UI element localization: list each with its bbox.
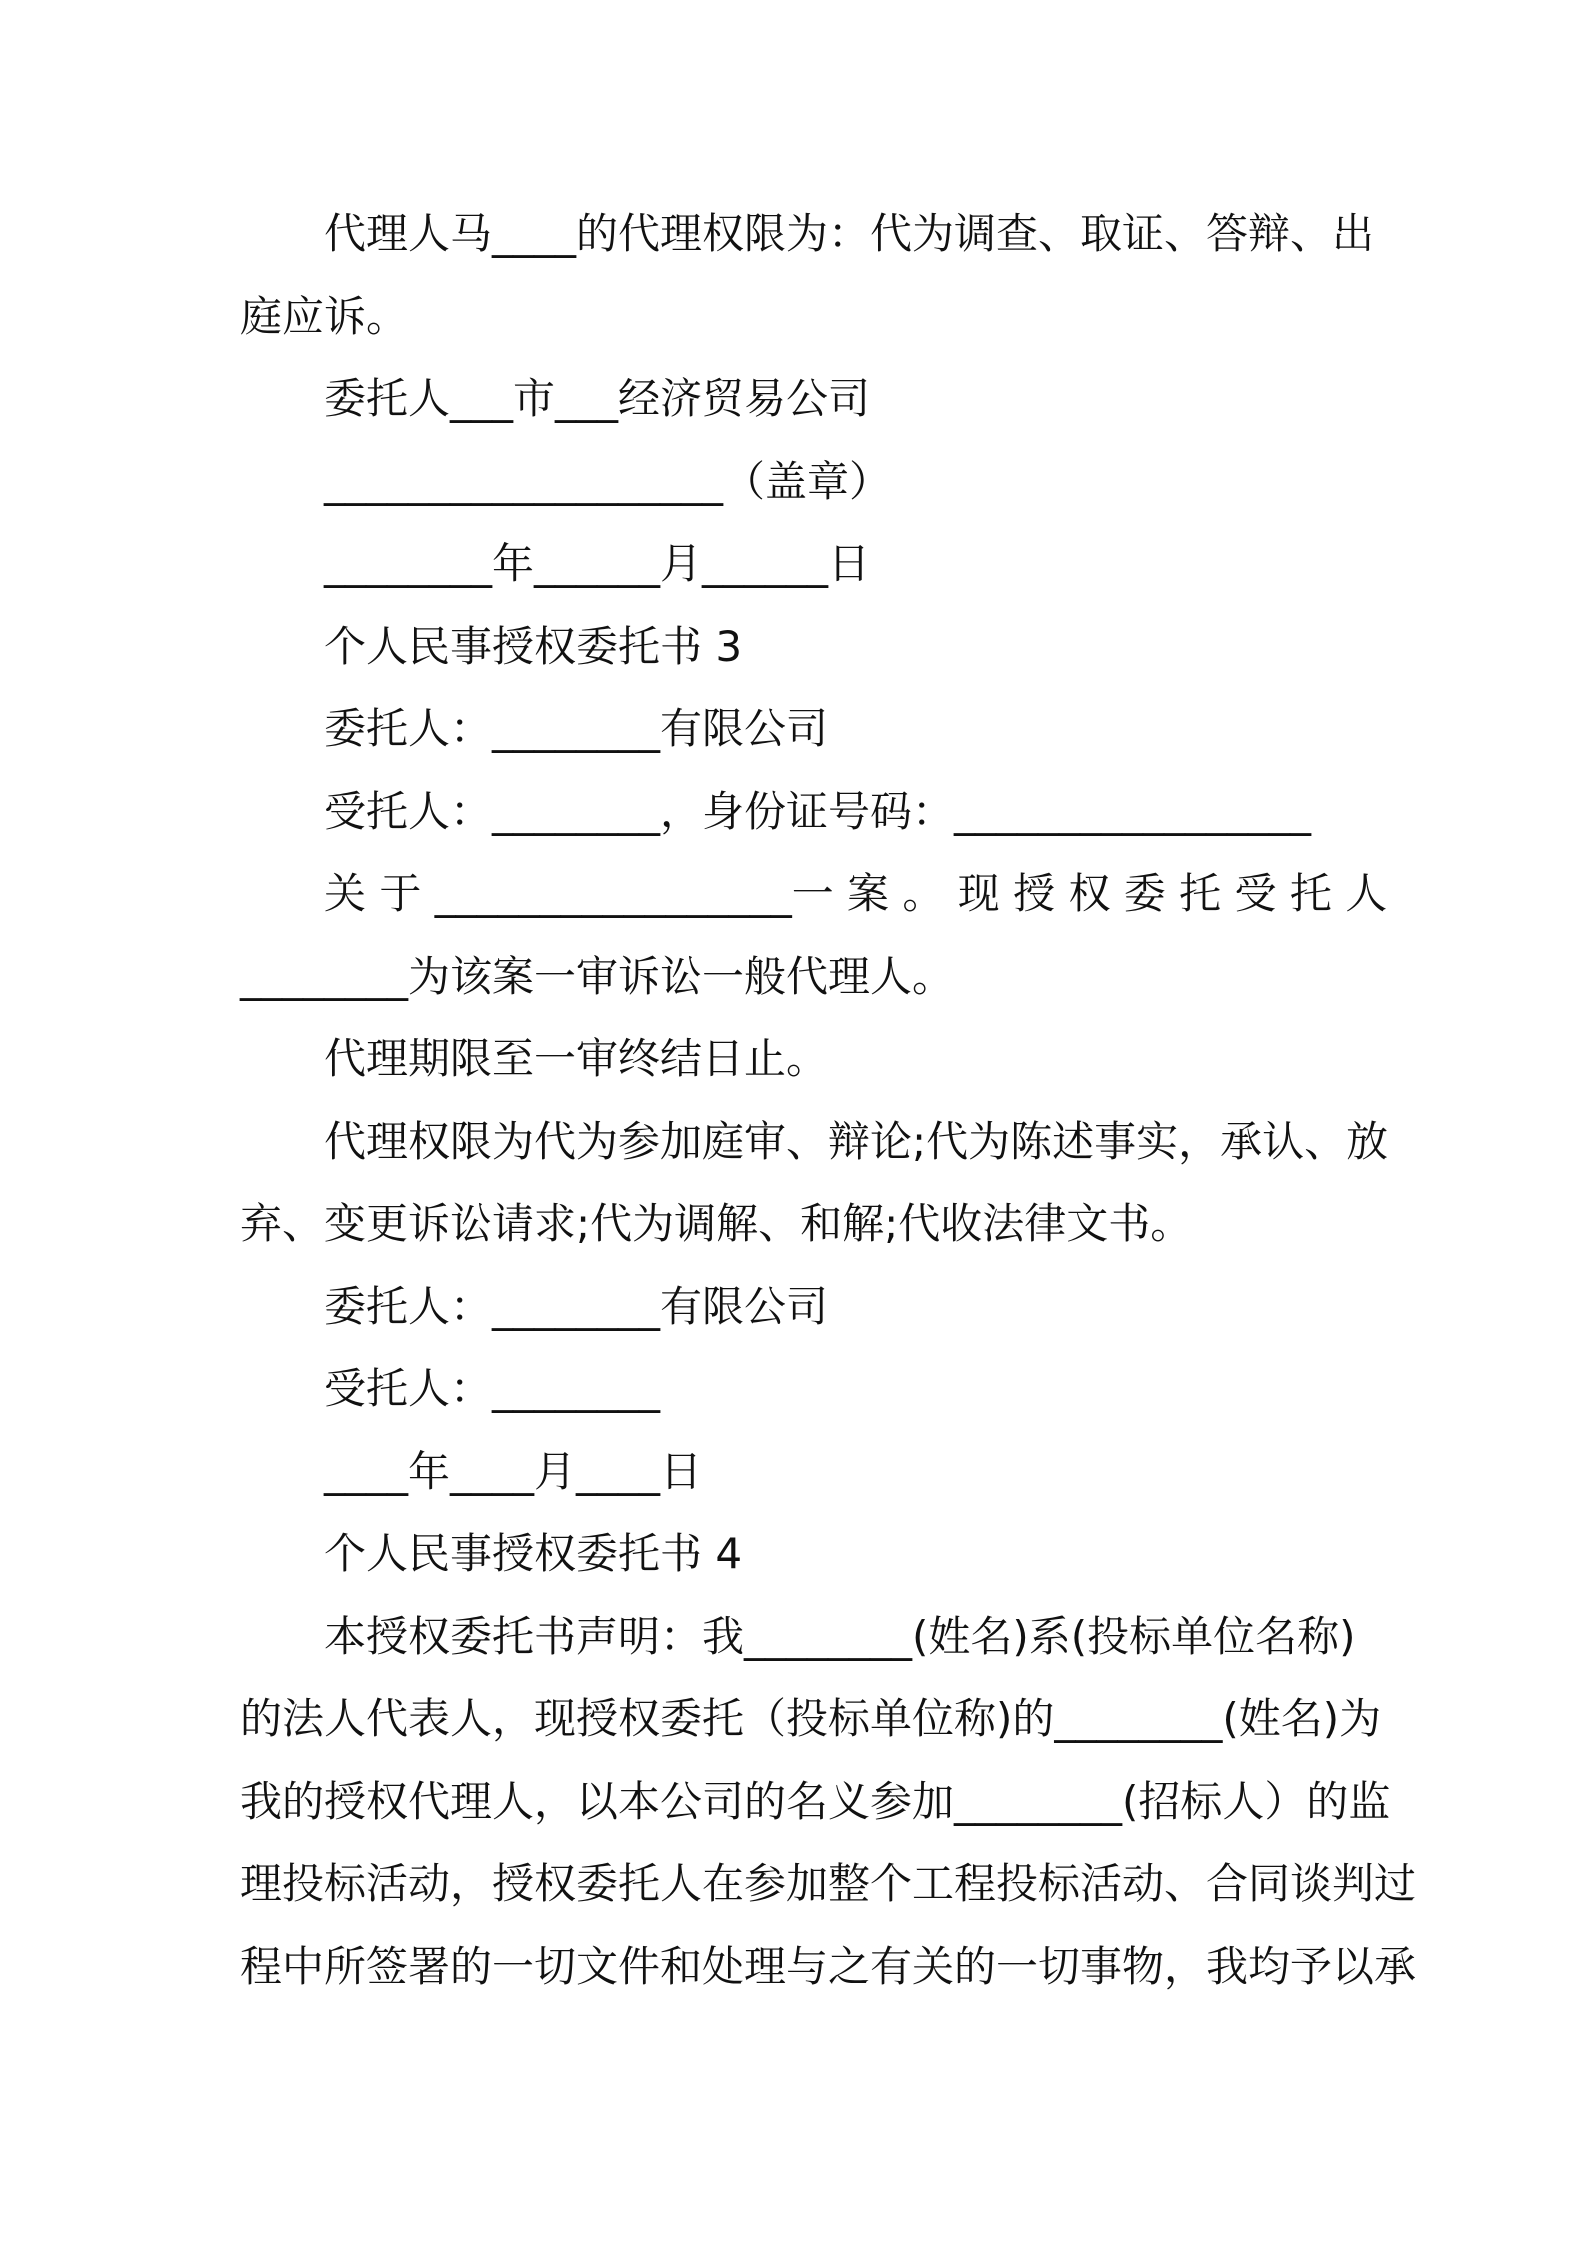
section-heading: 个人民事授权委托书 3 [324, 621, 743, 671]
paragraph-line: 委托人___市___经济贸易公司 [324, 374, 871, 423]
paragraph-line: 程中所签署的一切文件和处理与之有关的一切事物，我均予以承 [240, 1941, 1417, 1991]
paragraph-line: 代理人马____的代理权限为：代为调查、取证、答辩、出 [324, 209, 1375, 258]
paragraph-line: ________年______月______日 [324, 539, 871, 588]
paragraph-line: ___________________（盖章） [324, 456, 892, 506]
paragraph-line: 委托人：________有限公司 [324, 704, 829, 753]
paragraph-line: 本授权委托书声明：我________(姓名)系(投标单位名称) [324, 1611, 1356, 1661]
paragraph-line: 代理权限为代为参加庭审、辩论;代为陈述事实，承认、放 [324, 1116, 1389, 1166]
paragraph-line: 受托人：________，身份证号码：_________________ [324, 786, 1312, 836]
paragraph-line: 受托人：________ [324, 1364, 661, 1413]
section-heading: 个人民事授权委托书 4 [324, 1529, 743, 1578]
paragraph-line: 委托人：________有限公司 [324, 1281, 829, 1331]
paragraph-line: 庭应诉。 [240, 291, 409, 341]
paragraph-line: 弃、变更诉讼请求;代为调解、和解;代收法律文书。 [240, 1199, 1193, 1248]
paragraph-line: 的法人代表人，现授权委托（投标单位称)的________(姓名)为 [240, 1694, 1382, 1743]
paragraph-line: ________为该案一审诉讼一般代理人。 [240, 951, 955, 1001]
document-body [240, 193, 1417, 2008]
paragraph-line: 我的授权代理人，以本公司的名义参加________(招标人）的监 [240, 1776, 1391, 1826]
paragraph-line: 代理期限至一审终结日止。 [324, 1034, 829, 1083]
paragraph-line: 理投标活动，授权委托人在参加整个工程投标活动、合同谈判过 [240, 1859, 1417, 1908]
paragraph-line: ____年____月____日 [324, 1446, 703, 1496]
paragraph-line: 关 于 _________________一 案 。 现 授 权 委 托 受 托 人 [324, 869, 1388, 918]
